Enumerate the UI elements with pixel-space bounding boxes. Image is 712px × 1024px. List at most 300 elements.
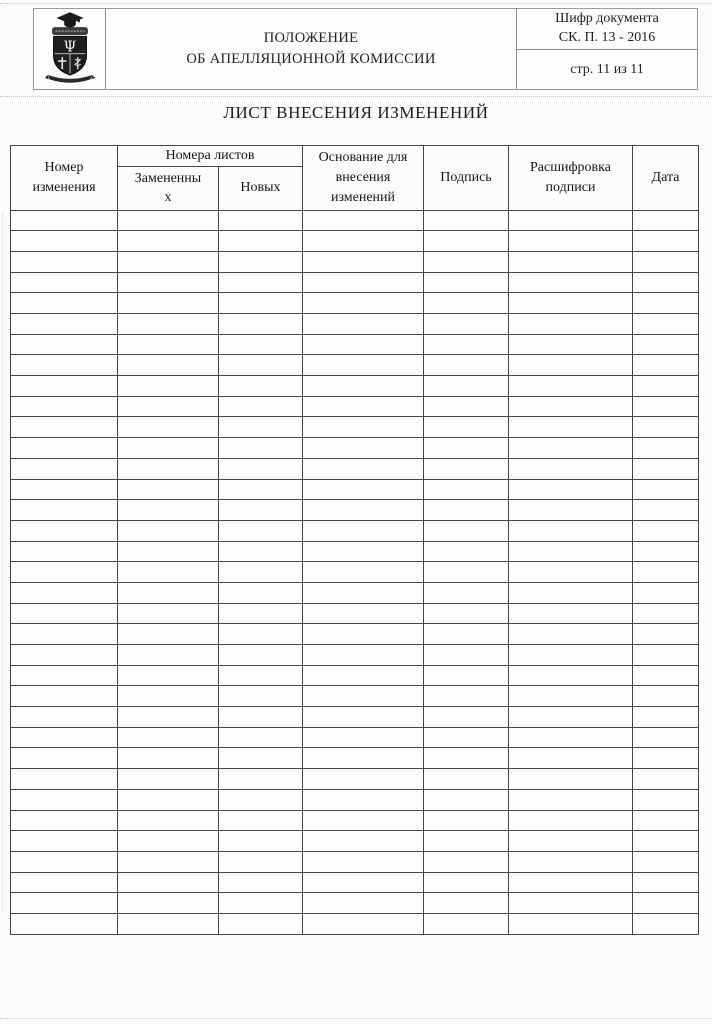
empty-cell — [11, 913, 118, 934]
empty-cell — [303, 479, 424, 500]
empty-cell — [509, 562, 633, 583]
empty-cell — [118, 417, 219, 438]
empty-cell — [424, 686, 509, 707]
empty-cell — [303, 520, 424, 541]
empty-cell — [11, 458, 118, 479]
empty-cell — [424, 562, 509, 583]
empty-cell — [633, 438, 699, 459]
empty-cell — [424, 231, 509, 252]
empty-cell — [509, 541, 633, 562]
table-row — [11, 396, 699, 417]
empty-cell — [509, 500, 633, 521]
empty-cell — [424, 872, 509, 893]
empty-cell — [424, 582, 509, 603]
empty-cell — [424, 210, 509, 231]
empty-cell — [11, 665, 118, 686]
empty-cell — [633, 603, 699, 624]
empty-cell — [303, 541, 424, 562]
empty-cell — [424, 355, 509, 376]
empty-cell — [424, 893, 509, 914]
empty-cell — [11, 334, 118, 355]
empty-cell — [303, 210, 424, 231]
empty-cell — [633, 851, 699, 872]
empty-cell — [118, 251, 219, 272]
table-row — [11, 541, 699, 562]
empty-cell — [11, 314, 118, 335]
document-header — [33, 8, 698, 90]
empty-cell — [424, 314, 509, 335]
table-row — [11, 872, 699, 893]
empty-cell — [509, 872, 633, 893]
empty-cell — [633, 645, 699, 666]
empty-cell — [219, 479, 303, 500]
empty-cell — [118, 769, 219, 790]
empty-cell — [424, 603, 509, 624]
empty-cell — [118, 727, 219, 748]
table-row — [11, 665, 699, 686]
empty-cell — [11, 872, 118, 893]
empty-cell — [509, 665, 633, 686]
table-row — [11, 438, 699, 459]
scan-artifact-line — [0, 3, 712, 4]
empty-cell — [424, 707, 509, 728]
empty-cell — [633, 520, 699, 541]
empty-cell — [633, 582, 699, 603]
empty-cell — [424, 665, 509, 686]
table-row — [11, 458, 699, 479]
empty-cell — [118, 810, 219, 831]
empty-cell — [219, 707, 303, 728]
empty-cell — [11, 293, 118, 314]
empty-cell — [219, 334, 303, 355]
empty-cell — [424, 520, 509, 541]
empty-cell — [303, 707, 424, 728]
col-header-basis: Основание для внесения изменений — [303, 146, 424, 211]
empty-cell — [424, 810, 509, 831]
empty-cell — [424, 376, 509, 397]
empty-cell — [118, 645, 219, 666]
empty-cell — [509, 707, 633, 728]
empty-cell — [118, 686, 219, 707]
changes-table-header — [11, 146, 699, 211]
empty-cell — [509, 789, 633, 810]
empty-cell — [633, 893, 699, 914]
empty-cell — [11, 707, 118, 728]
empty-cell — [219, 562, 303, 583]
table-row — [11, 251, 699, 272]
empty-cell — [118, 624, 219, 645]
empty-cell — [303, 334, 424, 355]
empty-cell — [424, 831, 509, 852]
empty-cell — [633, 872, 699, 893]
empty-cell — [303, 582, 424, 603]
empty-cell — [219, 376, 303, 397]
empty-cell — [424, 727, 509, 748]
empty-cell — [303, 727, 424, 748]
table-row — [11, 851, 699, 872]
empty-cell — [509, 272, 633, 293]
empty-cell — [11, 210, 118, 231]
empty-cell — [219, 810, 303, 831]
empty-cell — [11, 582, 118, 603]
empty-cell — [509, 727, 633, 748]
empty-cell — [11, 624, 118, 645]
empty-cell — [118, 376, 219, 397]
table-row — [11, 355, 699, 376]
document-title-line1: ПОЛОЖЕНИЕ — [263, 29, 359, 46]
empty-cell — [11, 789, 118, 810]
empty-cell — [219, 582, 303, 603]
col-header-sheet-numbers: Номера листов — [118, 146, 303, 167]
empty-cell — [424, 479, 509, 500]
empty-cell — [219, 789, 303, 810]
document-code-label: Шифр документа — [555, 11, 659, 27]
empty-cell — [303, 603, 424, 624]
empty-cell — [509, 913, 633, 934]
empty-cell — [424, 293, 509, 314]
empty-cell — [303, 665, 424, 686]
empty-cell — [118, 603, 219, 624]
table-row — [11, 500, 699, 521]
empty-cell — [509, 293, 633, 314]
empty-cell — [303, 645, 424, 666]
empty-cell — [118, 851, 219, 872]
empty-cell — [633, 376, 699, 397]
empty-cell — [303, 831, 424, 852]
table-row — [11, 645, 699, 666]
empty-cell — [303, 417, 424, 438]
document-code — [517, 9, 697, 50]
empty-cell — [11, 541, 118, 562]
table-row — [11, 603, 699, 624]
empty-cell — [11, 748, 118, 769]
empty-cell — [424, 748, 509, 769]
empty-cell — [303, 438, 424, 459]
empty-cell — [303, 624, 424, 645]
empty-cell — [118, 210, 219, 231]
empty-cell — [509, 810, 633, 831]
empty-cell — [118, 541, 219, 562]
empty-cell — [509, 582, 633, 603]
empty-cell — [11, 231, 118, 252]
document-code-cell — [517, 9, 697, 89]
empty-cell — [118, 314, 219, 335]
empty-cell — [633, 810, 699, 831]
empty-cell — [118, 665, 219, 686]
empty-cell — [11, 355, 118, 376]
document-code-value: СК. П. 13 - 2016 — [558, 30, 656, 45]
table-row — [11, 314, 699, 335]
empty-cell — [303, 355, 424, 376]
empty-cell — [509, 438, 633, 459]
empty-cell — [509, 231, 633, 252]
empty-cell — [424, 541, 509, 562]
empty-cell — [424, 500, 509, 521]
empty-cell — [118, 707, 219, 728]
empty-cell — [633, 665, 699, 686]
empty-cell — [11, 272, 118, 293]
empty-cell — [118, 913, 219, 934]
scan-artifact-line — [2, 212, 3, 912]
page-number: стр. 11 из 11 — [570, 61, 644, 77]
empty-cell — [509, 334, 633, 355]
empty-cell — [633, 789, 699, 810]
empty-cell — [11, 376, 118, 397]
empty-cell — [424, 851, 509, 872]
table-row — [11, 417, 699, 438]
empty-cell — [303, 458, 424, 479]
empty-cell — [118, 458, 219, 479]
empty-cell — [303, 872, 424, 893]
empty-cell — [633, 748, 699, 769]
table-row — [11, 686, 699, 707]
col-header-new: Новых — [219, 166, 303, 210]
empty-cell — [509, 893, 633, 914]
empty-cell — [11, 893, 118, 914]
empty-cell — [303, 376, 424, 397]
document-title — [106, 9, 517, 89]
empty-cell — [633, 831, 699, 852]
table-row — [11, 769, 699, 790]
empty-cell — [118, 893, 219, 914]
empty-cell — [118, 334, 219, 355]
empty-cell — [11, 417, 118, 438]
empty-cell — [219, 355, 303, 376]
empty-cell — [633, 396, 699, 417]
empty-cell — [219, 872, 303, 893]
empty-cell — [509, 645, 633, 666]
empty-cell — [11, 562, 118, 583]
empty-cell — [11, 603, 118, 624]
empty-cell — [219, 293, 303, 314]
empty-cell — [509, 520, 633, 541]
empty-cell — [11, 645, 118, 666]
empty-cell — [633, 913, 699, 934]
empty-cell — [424, 645, 509, 666]
empty-cell — [633, 769, 699, 790]
empty-cell — [11, 727, 118, 748]
scan-artifact-line — [0, 1018, 712, 1019]
empty-cell — [11, 438, 118, 459]
empty-cell — [303, 293, 424, 314]
empty-cell — [424, 458, 509, 479]
empty-cell — [424, 396, 509, 417]
empty-cell — [219, 396, 303, 417]
empty-cell — [303, 893, 424, 914]
empty-cell — [633, 707, 699, 728]
table-row — [11, 748, 699, 769]
empty-cell — [219, 500, 303, 521]
empty-cell — [219, 913, 303, 934]
empty-cell — [118, 438, 219, 459]
empty-cell — [633, 210, 699, 231]
empty-cell — [219, 727, 303, 748]
empty-cell — [219, 851, 303, 872]
empty-cell — [118, 479, 219, 500]
empty-cell — [509, 686, 633, 707]
empty-cell — [11, 251, 118, 272]
empty-cell — [11, 520, 118, 541]
empty-cell — [118, 272, 219, 293]
empty-cell — [509, 769, 633, 790]
changes-table — [10, 145, 699, 935]
empty-cell — [633, 251, 699, 272]
empty-cell — [118, 500, 219, 521]
empty-cell — [633, 500, 699, 521]
empty-cell — [303, 251, 424, 272]
col-header-date: Дата — [633, 146, 699, 211]
table-row — [11, 831, 699, 852]
empty-cell — [219, 665, 303, 686]
empty-cell — [509, 314, 633, 335]
empty-cell — [219, 520, 303, 541]
empty-cell — [219, 893, 303, 914]
empty-cell — [11, 500, 118, 521]
empty-cell — [219, 231, 303, 252]
empty-cell — [633, 686, 699, 707]
empty-cell — [118, 582, 219, 603]
empty-cell — [509, 851, 633, 872]
col-header-signature: Подпись — [424, 146, 509, 211]
empty-cell — [11, 810, 118, 831]
table-row — [11, 231, 699, 252]
empty-cell — [219, 417, 303, 438]
empty-cell — [303, 913, 424, 934]
empty-cell — [424, 251, 509, 272]
empty-cell — [424, 789, 509, 810]
empty-cell — [118, 231, 219, 252]
empty-cell — [219, 541, 303, 562]
empty-cell — [303, 851, 424, 872]
empty-cell — [633, 314, 699, 335]
empty-cell — [509, 603, 633, 624]
table-row — [11, 562, 699, 583]
university-crest-icon — [41, 11, 99, 88]
empty-cell — [303, 396, 424, 417]
empty-cell — [424, 417, 509, 438]
empty-cell — [118, 562, 219, 583]
empty-cell — [633, 417, 699, 438]
empty-cell — [509, 355, 633, 376]
empty-cell — [509, 376, 633, 397]
logo-cell — [34, 9, 106, 89]
table-row — [11, 913, 699, 934]
empty-cell — [303, 500, 424, 521]
empty-cell — [219, 831, 303, 852]
changes-table-body — [11, 210, 699, 934]
empty-cell — [11, 851, 118, 872]
table-row — [11, 582, 699, 603]
empty-cell — [633, 334, 699, 355]
empty-cell — [11, 396, 118, 417]
empty-cell — [303, 686, 424, 707]
empty-cell — [219, 603, 303, 624]
empty-cell — [633, 541, 699, 562]
col-header-signature-decryption: Расшифровка подписи — [509, 146, 633, 211]
empty-cell — [118, 789, 219, 810]
empty-cell — [219, 438, 303, 459]
empty-cell — [633, 562, 699, 583]
table-row — [11, 334, 699, 355]
empty-cell — [219, 748, 303, 769]
empty-cell — [633, 272, 699, 293]
empty-cell — [118, 831, 219, 852]
table-row — [11, 727, 699, 748]
empty-cell — [219, 624, 303, 645]
empty-cell — [303, 810, 424, 831]
document-title-line2: ОБ АПЕЛЛЯЦИОННОЙ КОМИССИИ — [186, 51, 436, 67]
empty-cell — [303, 272, 424, 293]
table-row — [11, 272, 699, 293]
table-row — [11, 210, 699, 231]
section-title: ЛИСТ ВНЕСЕНИЯ ИЗМЕНЕНИЙ — [223, 103, 489, 122]
empty-cell — [118, 872, 219, 893]
empty-cell — [633, 231, 699, 252]
empty-cell — [219, 251, 303, 272]
empty-cell — [509, 396, 633, 417]
empty-cell — [633, 727, 699, 748]
table-row — [11, 520, 699, 541]
table-row — [11, 479, 699, 500]
empty-cell — [11, 831, 118, 852]
col-header-replaced: Замененны х — [118, 166, 219, 210]
empty-cell — [219, 210, 303, 231]
empty-cell — [118, 748, 219, 769]
table-row — [11, 789, 699, 810]
svg-text:Ψ: Ψ — [63, 38, 76, 55]
empty-cell — [11, 479, 118, 500]
empty-cell — [303, 314, 424, 335]
empty-cell — [219, 686, 303, 707]
empty-cell — [509, 251, 633, 272]
empty-cell — [509, 417, 633, 438]
table-row — [11, 293, 699, 314]
empty-cell — [219, 645, 303, 666]
col-header-change-number: Номер изменения — [11, 146, 118, 211]
empty-cell — [118, 355, 219, 376]
empty-cell — [509, 479, 633, 500]
empty-cell — [424, 272, 509, 293]
empty-cell — [509, 458, 633, 479]
table-row — [11, 810, 699, 831]
scan-artifact-line — [0, 96, 712, 97]
empty-cell — [219, 458, 303, 479]
empty-cell — [303, 231, 424, 252]
empty-cell — [509, 748, 633, 769]
empty-cell — [118, 293, 219, 314]
empty-cell — [219, 272, 303, 293]
empty-cell — [509, 624, 633, 645]
empty-cell — [424, 913, 509, 934]
empty-cell — [424, 438, 509, 459]
empty-cell — [303, 748, 424, 769]
empty-cell — [303, 789, 424, 810]
empty-cell — [509, 831, 633, 852]
empty-cell — [509, 210, 633, 231]
empty-cell — [118, 396, 219, 417]
empty-cell — [633, 479, 699, 500]
empty-cell — [424, 769, 509, 790]
empty-cell — [633, 458, 699, 479]
table-row — [11, 893, 699, 914]
table-row — [11, 707, 699, 728]
empty-cell — [633, 293, 699, 314]
empty-cell — [219, 769, 303, 790]
empty-cell — [633, 624, 699, 645]
empty-cell — [11, 686, 118, 707]
empty-cell — [424, 624, 509, 645]
empty-cell — [633, 355, 699, 376]
